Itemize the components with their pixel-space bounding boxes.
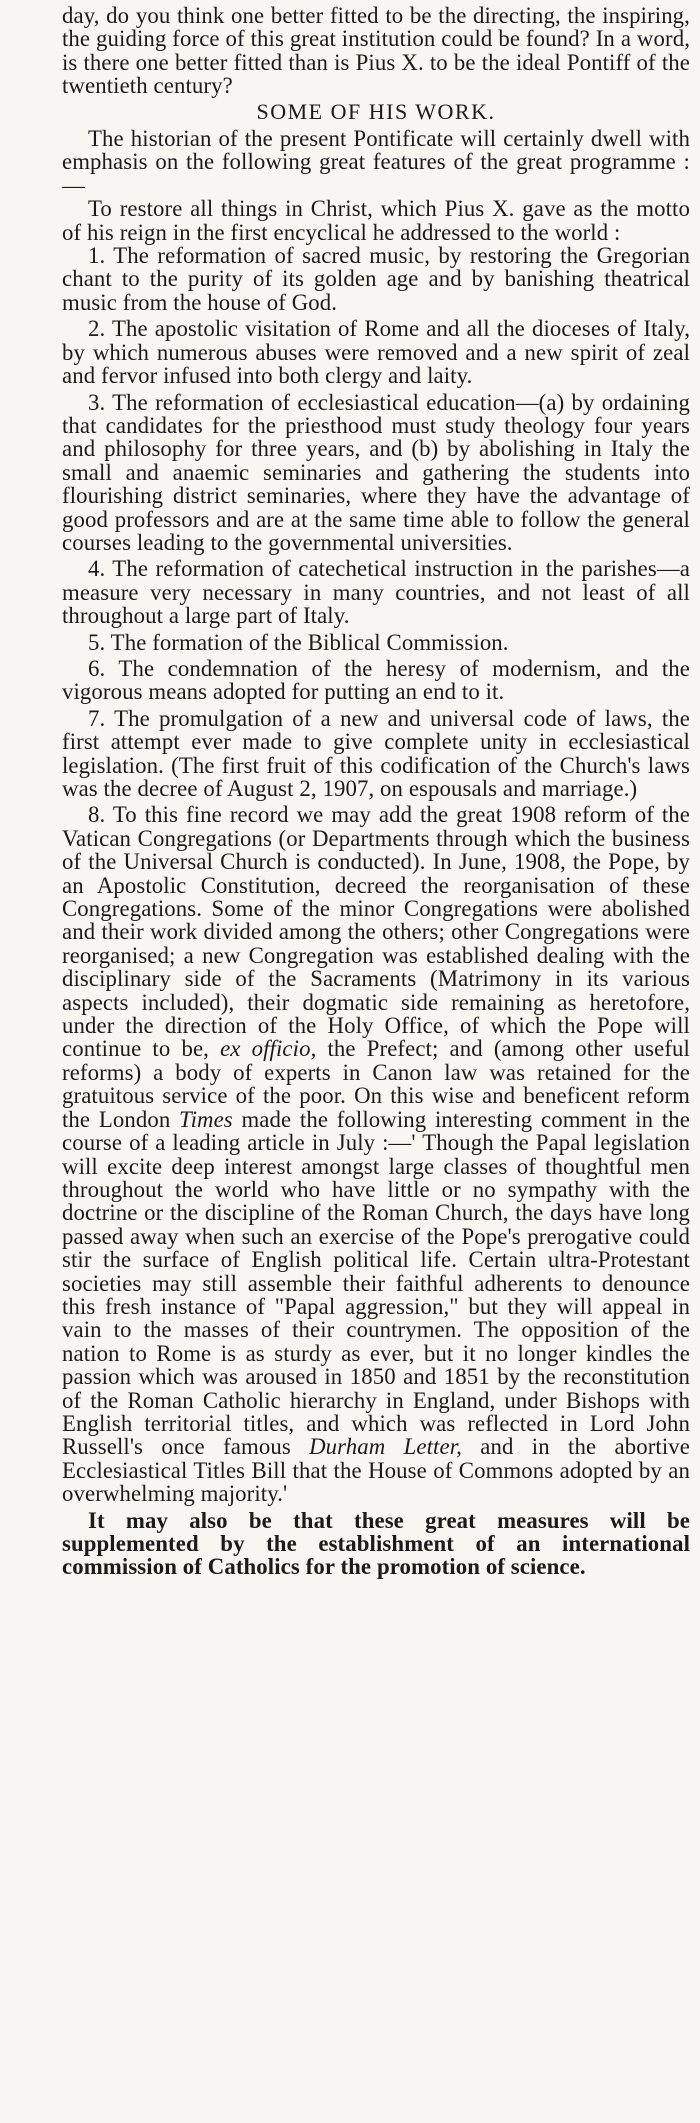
list-item-6: 6. The condemnation of the heresy of modernism, and the vigorous means adopted for putting an end to it. (62, 655, 690, 705)
item8-durham-letter: Durham Letter, (309, 1434, 462, 1460)
paragraph-historian: The historian of the present Pontificate will certainly dwell with emphasis on the following great features of the great programme :— (62, 126, 690, 198)
item8-text-4: and in the abortive Ecclesiastical Titles Bill that the House of Commons adopted by an overwhelming majority.' (62, 1434, 690, 1507)
list-item-1: 1. The reformation of sacred music, by restoring the Gregorian chant to the purity of its golden age and by banishing theatrical music from the house of God. (62, 243, 690, 315)
list-item-3: 3. The reformation of ecclesiastical education—(a) by ordaining that candidates for the priesthood must study theology four years and philosophy for three years, and (b) by abolishing in Italy the small and anaemic seminaries and gathering the students into flourishing district seminaries, where they have the advantage of good professors and are at the same time able to follow the general courses leading to the governmental universities. (62, 389, 690, 555)
intro-paragraph: day, do you think one better fitted to be the directing, the inspiring, the guiding force of this great institution could be found? In a word, is there one better fitted than is Pius X. to be the ideal Pontiff of the twentieth century? (62, 3, 690, 99)
item8-ex-officio: ex officio, (220, 1036, 317, 1062)
list-item-8 (62, 803, 690, 1505)
item8-text-1: 8. To this fine record we may add the great 1908 reform of the Vatican Congregations (or Departments through which the business of the Universal Church is conducted). In June, 1908, the Pope, by an Apostolic Constitution, decreed the reorganisation of these Congregations. Some of the minor Congregations were abolished and their work divided among the others; other Congregations were reorganised; a new Congregation was established dealing with the disciplinary side of the Sacraments (Matrimony in its various aspects included), their dogmatic side remaining as heretofore, under the direction of the Holy Office, of which the Pope will continue to be, (62, 802, 690, 1062)
item8-times: Times (179, 1106, 233, 1132)
section-heading: SOME OF HIS WORK. (256, 98, 496, 124)
item8-text-2: the Prefect; and (among other useful reforms) a body of experts in Canon law was retained for the gratuitous service of the poor. On this wise and beneficent reform the London (62, 1036, 690, 1132)
list-item-4: 4. The reformation of catechetical instruction in the parishes—a measure very necessary in many countries, and not least of all throughout a large part of Italy. (62, 556, 690, 629)
list-item-7: 7. The promulgation of a new and universal code of laws, the first attempt ever made to give complete unity in ecclesiastical legislation. (The first fruit of this codification of the Church's laws was the decree of August 2, 1907, on espousals and marriage.) (62, 705, 690, 801)
item8-text-3: made the following interesting comment in the course of a leading article in July :—' Though the Papal legislation will excite deep interest amongst large classes of thoughtful men throughout the world who have little or no sympathy with the doctrine or the discipline of the Roman Church, the days have long passed away when such an exercise of the Pope's prerogative could stir the surface of English political life. Certain ultra-Protestant societies may still assemble their faithful adherents to denounce this fresh instance of "Papal aggression," but they will appeal in vain to the masses of their countrymen. The opposition of the nation to Rome is as sturdy as ever, but it no longer kindles the passion which was aroused in 1850 and 1851 by the reconstitution of the Roman Catholic hierarchy in England, under Bishops with English territorial titles, and which was reflected in Lord John Russell's once famous (62, 1106, 690, 1460)
list-item-2: 2. The apostolic visitation of Rome and all the dioceses of Italy, by which numerous abuses were removed and a new spirit of zeal and fervor infused into both clergy and laity. (62, 316, 690, 389)
paragraph-motto: To restore all things in Christ, which Pius X. gave as the motto of his reign in the first encyclical he addressed to the world : (62, 196, 690, 245)
closing-paragraph: It may also be that these great measures will be supplemented by the establishment of an international commission of Catholics for the promotion of science. (62, 1507, 690, 1580)
list-item-5: 5. The formation of the Biblical Commission. (88, 629, 509, 655)
